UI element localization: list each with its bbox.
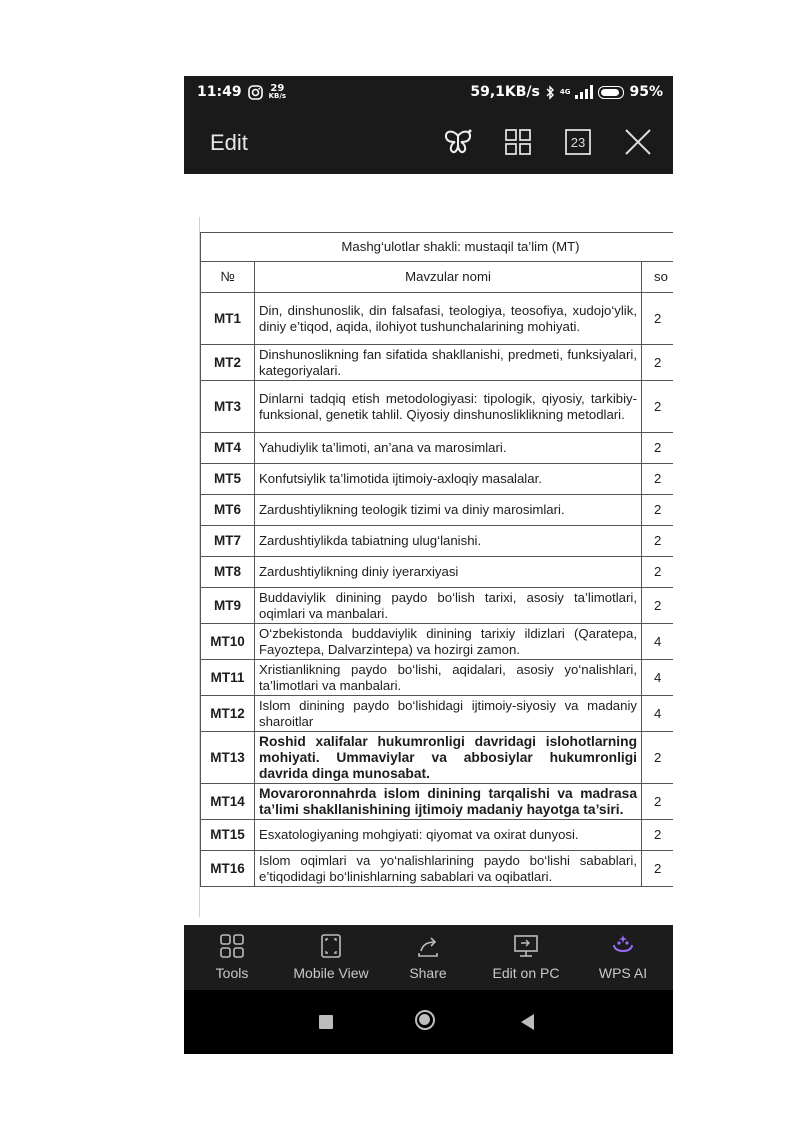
- row-topic: Yahudiylik ta’limoti, an’ana va marosimlari.: [255, 433, 642, 464]
- row-topic: Konfutsiylik ta’limotida ijtimoiy-axloqiy masalalar.: [255, 464, 642, 495]
- table-row: [201, 624, 674, 660]
- table-row: [201, 696, 674, 732]
- row-hours: 2: [642, 557, 674, 588]
- row-hours: 2: [642, 820, 674, 851]
- mobile-view-button[interactable]: [284, 933, 378, 981]
- page-count: 23: [570, 135, 586, 150]
- row-hours: 2: [642, 732, 674, 784]
- row-topic: Islom oqimlari va yo‘nalishlarining paydo bo‘lishi sabablari, e’tiqodidagi bo‘linishlarning sabablari va oqibatlari.: [255, 851, 642, 887]
- row-hours: 2: [642, 588, 674, 624]
- row-hours: 2: [642, 851, 674, 887]
- table-caption-row: [201, 233, 674, 262]
- network-type: 4G: [559, 87, 571, 96]
- row-topic: Roshid xalifalar hukumronligi davridagi islohotlarning mohiyati. Ummaviylar va abbosiylar hukumronligi davrida dinga munosabat.: [255, 732, 642, 784]
- row-hours: 4: [642, 696, 674, 732]
- table-row: [201, 495, 674, 526]
- row-hours: 4: [642, 624, 674, 660]
- row-number: MT1: [201, 293, 255, 345]
- edit-button[interactable]: Edit: [210, 130, 248, 155]
- row-number: MT11: [201, 660, 255, 696]
- status-bar: [184, 76, 673, 110]
- edit-on-pc-label: Edit on PC: [492, 965, 560, 981]
- header-topic: Mavzular nomi: [255, 262, 642, 293]
- table-row: [201, 660, 674, 696]
- row-hours: 2: [642, 526, 674, 557]
- small-net-speed: 29 KB/s: [268, 83, 287, 100]
- row-topic: Esxatologiyaning mohgiyati: qiyomat va oxirat dunyosi.: [255, 820, 642, 851]
- row-number: MT13: [201, 732, 255, 784]
- row-number: MT15: [201, 820, 255, 851]
- row-topic: Islom dinining paydo bo‘lishidagi ijtimoiy-siyosiy va madaniy sharoitlar: [255, 696, 642, 732]
- recent-apps-button[interactable]: [319, 1015, 333, 1029]
- row-number: MT4: [201, 433, 255, 464]
- table-row: [201, 293, 674, 345]
- header-number: №: [201, 262, 255, 293]
- row-topic: Movaroronnahrda islom dinining tarqalishi va madrasa ta’limi shakllanishining ijtimoiy madaniy hayotga ta’siri.: [255, 784, 642, 820]
- row-number: MT6: [201, 495, 255, 526]
- row-hours: 2: [642, 433, 674, 464]
- android-nav-bar: [184, 990, 673, 1054]
- tools-icon: [219, 933, 245, 959]
- table-row: [201, 381, 674, 433]
- table-row: [201, 345, 674, 381]
- share-button[interactable]: [398, 933, 458, 981]
- battery-icon: [598, 86, 624, 99]
- net-speed: 59,1KB/s: [470, 84, 540, 100]
- row-number: MT10: [201, 624, 255, 660]
- wps-ai-icon: [609, 933, 637, 959]
- row-number: MT14: [201, 784, 255, 820]
- tools-label: Tools: [215, 965, 249, 981]
- row-topic: Din, dinshunoslik, din falsafasi, teologiya, teosofiya, xudojo‘ylik, diniy e’tiqod, aqida, ilohiyot tushunchalarining mohiyati.: [255, 293, 642, 345]
- row-topic: Buddaviylik dinining paydo bo‘lish tarixi, asosiy ta’limotlari, oqimlari va manbalari.: [255, 588, 642, 624]
- share-icon: [415, 933, 441, 959]
- wps-ai-button[interactable]: [590, 933, 656, 981]
- row-hours: 2: [642, 381, 674, 433]
- table-row: [201, 588, 674, 624]
- row-topic: Zardushtiylikda tabiatning ulug‘lanishi.: [255, 526, 642, 557]
- row-hours: 2: [642, 495, 674, 526]
- bluetooth-icon: [545, 85, 555, 100]
- wps-ai-label: WPS AI: [598, 965, 648, 981]
- table-row: [201, 557, 674, 588]
- row-topic: Dinshunoslikning fan sifatida shakllanishi, predmeti, funksiyalari, kategoriyalari.: [255, 345, 642, 381]
- butterfly-icon[interactable]: [442, 126, 474, 158]
- status-left: [197, 84, 286, 100]
- header-hours: so: [642, 262, 674, 293]
- row-hours: 2: [642, 345, 674, 381]
- row-topic: Xristianlikning paydo bo‘lishi, aqidalari, asosiy yo‘nalishlari, ta’limotlari va manbalari.: [255, 660, 642, 696]
- table-row: [201, 820, 674, 851]
- row-number: MT2: [201, 345, 255, 381]
- home-inner-dot: [419, 1014, 430, 1025]
- top-toolbar: [184, 110, 673, 174]
- row-hours: 2: [642, 464, 674, 495]
- row-hours: 2: [642, 293, 674, 345]
- edit-on-pc-button[interactable]: [484, 933, 568, 981]
- row-number: MT9: [201, 588, 255, 624]
- mobile-view-icon: [318, 933, 344, 959]
- table-row: [201, 732, 674, 784]
- battery-level: 95%: [629, 84, 663, 100]
- table-row: [201, 784, 674, 820]
- signal-icon: [575, 85, 593, 99]
- mobile-view-label: Mobile View: [293, 965, 369, 981]
- row-topic: Dinlarni tadqiq etish metodologiyasi: tipologik, qiyosiy, tarkibiy-funksional, genetik tahlil. Qiyosiy dinshunosliklikning metodlari.: [255, 381, 642, 433]
- home-button[interactable]: [415, 1010, 435, 1030]
- row-topic: O‘zbekistonda buddaviylik dinining tarixiy ildizlari (Qaratepa, Fayoztepa, Dalvarzintepa) va hozirgi zamon.: [255, 624, 642, 660]
- phone-screen: [184, 76, 673, 1054]
- table-row: [201, 433, 674, 464]
- status-right: [470, 84, 663, 100]
- instagram-icon: [248, 85, 263, 100]
- clock: 11:49: [197, 84, 242, 100]
- document-view[interactable]: [184, 174, 673, 925]
- row-number: MT3: [201, 381, 255, 433]
- close-icon[interactable]: [622, 126, 654, 158]
- row-hours: 2: [642, 784, 674, 820]
- bottom-toolbar: [184, 925, 673, 990]
- row-topic: Zardushtiylikning teologik tizimi va diniy marosimlari.: [255, 495, 642, 526]
- row-number: MT5: [201, 464, 255, 495]
- grid-view-icon[interactable]: [502, 126, 534, 158]
- table-header-row: [201, 262, 674, 293]
- row-hours: 4: [642, 660, 674, 696]
- back-icon[interactable]: [519, 1013, 535, 1031]
- row-number: MT16: [201, 851, 255, 887]
- row-number: MT8: [201, 557, 255, 588]
- topics-table: [200, 232, 673, 887]
- table-row: [201, 851, 674, 887]
- edit-on-pc-icon: [512, 933, 540, 959]
- row-number: MT7: [201, 526, 255, 557]
- row-topic: Zardushtiylikning diniy iyerarxiyasi: [255, 557, 642, 588]
- share-label: Share: [409, 965, 447, 981]
- row-number: MT12: [201, 696, 255, 732]
- table-row: [201, 526, 674, 557]
- table-row: [201, 464, 674, 495]
- tools-button[interactable]: [200, 933, 264, 981]
- table-caption: Mashg‘ulotlar shakli: mustaqil ta’lim (MT): [201, 233, 674, 262]
- page-count-button[interactable]: [562, 126, 594, 158]
